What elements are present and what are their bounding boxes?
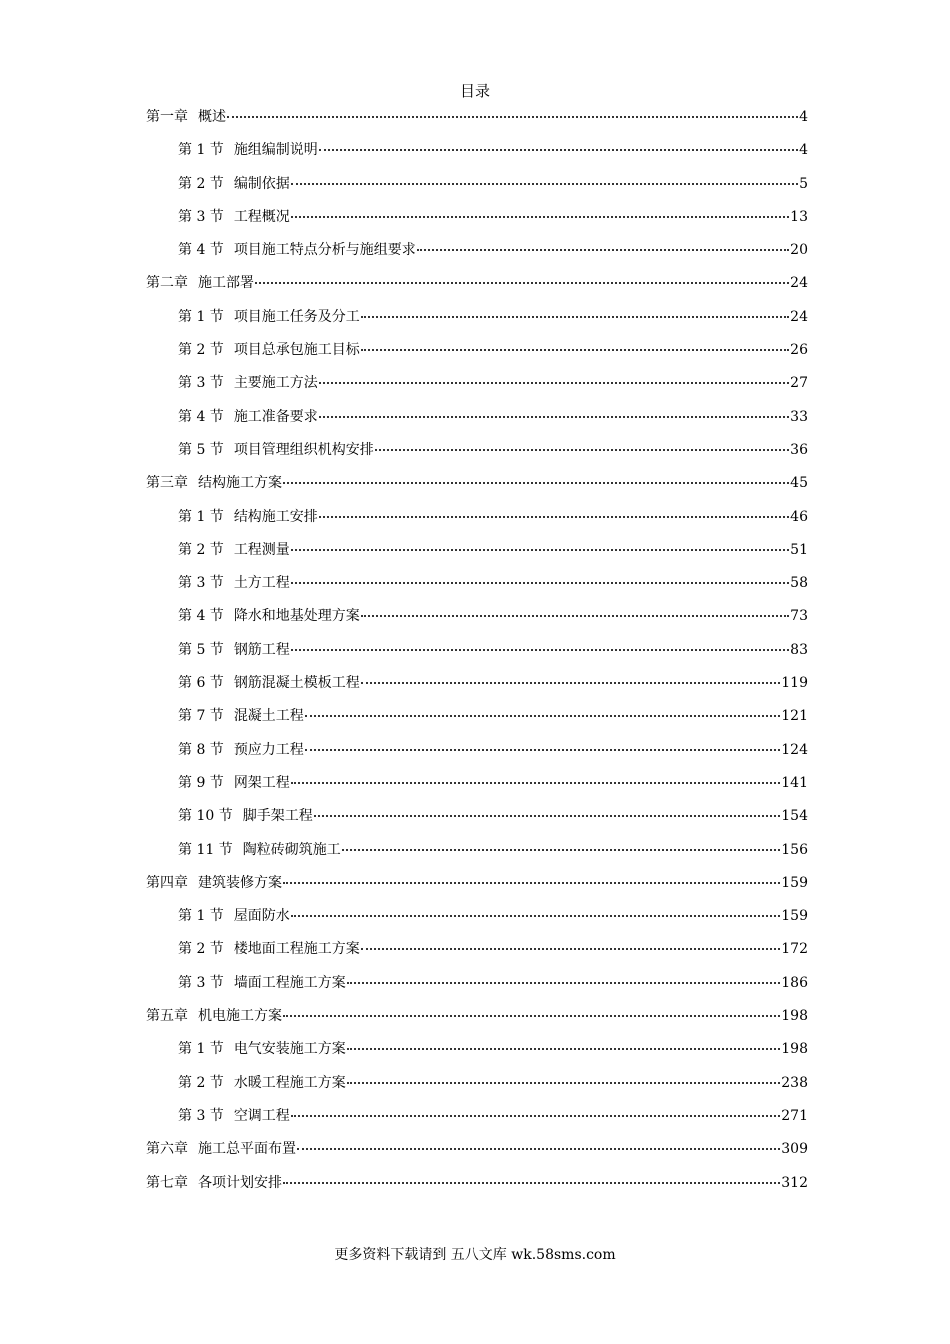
toc-dot-leader <box>347 1048 780 1050</box>
toc-entry-title: 降水和地基处理方案 <box>233 608 360 625</box>
toc-entry-number: 第 3 节 <box>178 208 224 225</box>
toc-entry-page-number: 26 <box>790 342 808 359</box>
toc-entry-page-number: 36 <box>790 441 808 458</box>
toc-entry-page-number: 312 <box>781 1174 808 1191</box>
toc-entry-number: 第 5 节 <box>178 641 224 658</box>
toc-dot-leader <box>283 882 780 884</box>
toc-entry-title: 施工部署 <box>198 275 254 292</box>
toc-chapter-entry[interactable] <box>146 472 808 505</box>
toc-entry-number: 第 4 节 <box>178 608 224 625</box>
toc-section-entry[interactable] <box>146 206 808 239</box>
toc-dot-leader <box>291 1115 780 1117</box>
toc-dot-leader <box>255 282 789 284</box>
toc-chapter-entry[interactable] <box>146 1005 808 1038</box>
toc-entry-number: 第 2 节 <box>178 342 224 359</box>
toc-entry-page-number: 238 <box>781 1074 808 1091</box>
toc-entry-number: 第 1 节 <box>178 142 224 159</box>
toc-dot-leader <box>305 715 780 717</box>
toc-dot-leader <box>375 449 789 451</box>
toc-section-entry[interactable] <box>146 339 808 372</box>
toc-entry-title: 项目管理组织机构安排 <box>233 441 374 458</box>
toc-entry-page-number: 4 <box>799 142 808 159</box>
toc-entry-page-number: 309 <box>781 1141 808 1158</box>
toc-entry-title: 施组编制说明 <box>233 142 318 159</box>
toc-dot-leader <box>227 116 798 118</box>
toc-entry-title: 编制依据 <box>233 175 290 192</box>
toc-entry-number: 第 9 节 <box>178 774 224 791</box>
toc-entry-page-number: 5 <box>799 175 808 192</box>
toc-entry-number: 第 2 节 <box>178 175 224 192</box>
toc-entry-page-number: 186 <box>781 974 808 991</box>
toc-section-entry[interactable] <box>146 739 808 772</box>
toc-entry-number: 第 7 节 <box>178 708 224 725</box>
toc-entry-page-number: 124 <box>781 741 808 758</box>
toc-entry-number: 第 3 节 <box>178 1107 224 1124</box>
toc-entry-page-number: 73 <box>790 608 808 625</box>
toc-section-entry[interactable] <box>146 406 808 439</box>
toc-entry-page-number: 198 <box>781 1008 808 1025</box>
toc-entry-page-number: 198 <box>781 1041 808 1058</box>
toc-entry-number: 第 1 节 <box>178 1041 224 1058</box>
toc-entry-title: 建筑装修方案 <box>198 874 282 891</box>
page-title: 目录 <box>459 82 490 100</box>
toc-section-entry[interactable] <box>146 672 808 705</box>
toc-dot-leader <box>291 782 780 784</box>
toc-entry-title: 预应力工程 <box>233 741 304 758</box>
toc-entry-page-number: 159 <box>781 908 808 925</box>
toc-entry-number: 第 3 节 <box>178 974 224 991</box>
toc-entry-title: 施工总平面布置 <box>198 1141 296 1158</box>
toc-entry-page-number: 159 <box>781 874 808 891</box>
toc-entry-title: 结构施工安排 <box>233 508 318 525</box>
toc-entry-number: 第 2 节 <box>178 1074 224 1091</box>
toc-entry-title: 概述 <box>198 109 226 125</box>
toc-dot-leader <box>319 416 789 418</box>
toc-section-entry[interactable] <box>146 306 808 339</box>
toc-entry-title: 施工准备要求 <box>233 408 318 425</box>
toc-entry-title: 各项计划安排 <box>198 1174 282 1191</box>
toc-entry-number: 第 1 节 <box>178 908 224 925</box>
toc-entry-page-number: 58 <box>790 575 808 592</box>
toc-entry-page-number: 4 <box>799 109 808 125</box>
toc-dot-leader <box>291 582 789 584</box>
toc-entry-number: 第五章 <box>146 1008 188 1025</box>
toc-entry-title: 空调工程 <box>233 1107 290 1124</box>
toc-section-entry[interactable] <box>146 772 808 805</box>
toc-chapter-entry[interactable] <box>146 1138 808 1171</box>
toc-dot-leader <box>291 549 789 551</box>
toc-dot-leader <box>297 1148 780 1150</box>
toc-entry-number: 第四章 <box>146 874 188 891</box>
toc-dot-leader <box>283 1015 780 1017</box>
toc-entry-title: 工程测量 <box>233 541 290 558</box>
toc-dot-leader <box>319 382 789 384</box>
toc-section-entry[interactable] <box>146 605 808 638</box>
toc-entry-page-number: 13 <box>790 208 808 225</box>
toc-entry-number: 第三章 <box>146 475 188 492</box>
toc-entry-title: 墙面工程施工方案 <box>233 974 346 991</box>
toc-dot-leader <box>342 849 781 851</box>
toc-dot-leader <box>347 1082 780 1084</box>
toc-entry-number: 第 8 节 <box>178 741 224 758</box>
toc-dot-leader <box>291 216 789 218</box>
toc-dot-leader <box>283 482 789 484</box>
toc-entry-title: 机电施工方案 <box>198 1008 282 1025</box>
toc-chapter-entry[interactable] <box>146 106 808 139</box>
toc-section-entry[interactable] <box>146 506 808 539</box>
toc-entry-number: 第 3 节 <box>178 375 224 392</box>
toc-dot-leader <box>417 249 789 251</box>
toc-entry-page-number: 20 <box>790 242 808 259</box>
toc-chapter-entry[interactable] <box>146 872 808 905</box>
toc-entry-page-number: 33 <box>790 408 808 425</box>
toc-entry-title: 项目施工特点分析与施组要求 <box>233 242 416 259</box>
toc-entry-page-number: 24 <box>790 275 808 292</box>
toc-dot-leader <box>361 948 780 950</box>
table-of-contents <box>146 106 808 1205</box>
toc-section-entry[interactable] <box>146 839 808 872</box>
toc-entry-number: 第 11 节 <box>178 841 233 858</box>
toc-section-entry[interactable] <box>146 572 808 605</box>
toc-entry-title: 结构施工方案 <box>198 475 282 492</box>
toc-entry-title: 工程概况 <box>233 208 290 225</box>
toc-entry-title: 钢筋混凝土模板工程 <box>233 675 360 692</box>
toc-section-entry[interactable] <box>146 905 808 938</box>
toc-entry-title: 钢筋工程 <box>233 641 290 658</box>
toc-chapter-entry[interactable] <box>146 1172 808 1205</box>
toc-entry-title: 网架工程 <box>233 774 290 791</box>
toc-entry-page-number: 45 <box>790 475 808 492</box>
toc-section-entry[interactable] <box>146 439 808 472</box>
toc-entry-page-number: 46 <box>790 508 808 525</box>
toc-section-entry[interactable] <box>146 805 808 838</box>
toc-entry-number: 第二章 <box>146 275 188 292</box>
toc-entry-number: 第 1 节 <box>178 508 224 525</box>
toc-entry-number: 第 2 节 <box>178 941 224 958</box>
toc-entry-number: 第 2 节 <box>178 541 224 558</box>
toc-entry-number: 第 5 节 <box>178 441 224 458</box>
toc-entry-number: 第 6 节 <box>178 675 224 692</box>
toc-section-entry[interactable] <box>146 539 808 572</box>
toc-dot-leader <box>314 815 781 817</box>
toc-entry-title: 项目总承包施工目标 <box>233 342 360 359</box>
toc-dot-leader <box>291 649 789 651</box>
toc-section-entry[interactable] <box>146 1038 808 1071</box>
toc-section-entry[interactable] <box>146 1072 808 1105</box>
toc-dot-leader <box>347 982 780 984</box>
toc-entry-number: 第一章 <box>146 109 188 125</box>
toc-entry-number: 第 1 节 <box>178 308 224 325</box>
toc-entry-page-number: 24 <box>790 308 808 325</box>
toc-entry-page-number: 154 <box>781 808 808 825</box>
toc-dot-leader <box>361 349 789 351</box>
toc-entry-title: 电气安装施工方案 <box>233 1041 346 1058</box>
toc-entry-title: 楼地面工程施工方案 <box>233 941 360 958</box>
toc-entry-title: 项目施工任务及分工 <box>233 308 360 325</box>
toc-entry-title: 屋面防水 <box>233 908 290 925</box>
toc-entry-number: 第 4 节 <box>178 408 224 425</box>
toc-entry-page-number: 119 <box>781 675 808 692</box>
toc-dot-leader <box>291 183 798 185</box>
toc-entry-number: 第 4 节 <box>178 242 224 259</box>
toc-entry-title: 脚手架工程 <box>242 808 313 825</box>
toc-dot-leader <box>291 915 780 917</box>
toc-entry-title: 土方工程 <box>233 575 290 592</box>
toc-dot-leader <box>361 615 789 617</box>
toc-section-entry[interactable] <box>146 705 808 738</box>
toc-entry-page-number: 141 <box>781 774 808 791</box>
toc-entry-number: 第六章 <box>146 1141 188 1158</box>
toc-entry-number: 第七章 <box>146 1174 188 1191</box>
page-footer: 更多资料下载请到 五八文库 wk.58sms.com <box>334 1247 616 1263</box>
toc-entry-page-number: 172 <box>781 941 808 958</box>
toc-entry-page-number: 271 <box>781 1107 808 1124</box>
toc-entry-title: 陶粒砖砌筑施工 <box>242 841 341 858</box>
toc-entry-page-number: 51 <box>790 541 808 558</box>
toc-section-entry[interactable] <box>146 1105 808 1138</box>
toc-dot-leader <box>319 516 789 518</box>
toc-section-entry[interactable] <box>146 173 808 206</box>
toc-entry-title: 水暖工程施工方案 <box>233 1074 346 1091</box>
toc-dot-leader <box>319 149 798 151</box>
toc-section-entry[interactable] <box>146 938 808 971</box>
toc-dot-leader <box>361 682 780 684</box>
toc-section-entry[interactable] <box>146 972 808 1005</box>
toc-entry-number: 第 3 节 <box>178 575 224 592</box>
toc-section-entry[interactable] <box>146 139 808 172</box>
toc-entry-page-number: 121 <box>781 708 808 725</box>
toc-entry-number: 第 10 节 <box>178 808 233 825</box>
toc-dot-leader <box>283 1182 780 1184</box>
toc-entry-page-number: 156 <box>781 841 808 858</box>
toc-dot-leader <box>361 316 789 318</box>
toc-dot-leader <box>305 749 780 751</box>
toc-entry-title: 主要施工方法 <box>233 375 318 392</box>
toc-chapter-entry[interactable] <box>146 272 808 305</box>
toc-section-entry[interactable] <box>146 239 808 272</box>
toc-section-entry[interactable] <box>146 639 808 672</box>
toc-entry-title: 混凝土工程 <box>233 708 304 725</box>
toc-section-entry[interactable] <box>146 372 808 405</box>
toc-entry-page-number: 27 <box>790 375 808 392</box>
toc-entry-page-number: 83 <box>790 641 808 658</box>
